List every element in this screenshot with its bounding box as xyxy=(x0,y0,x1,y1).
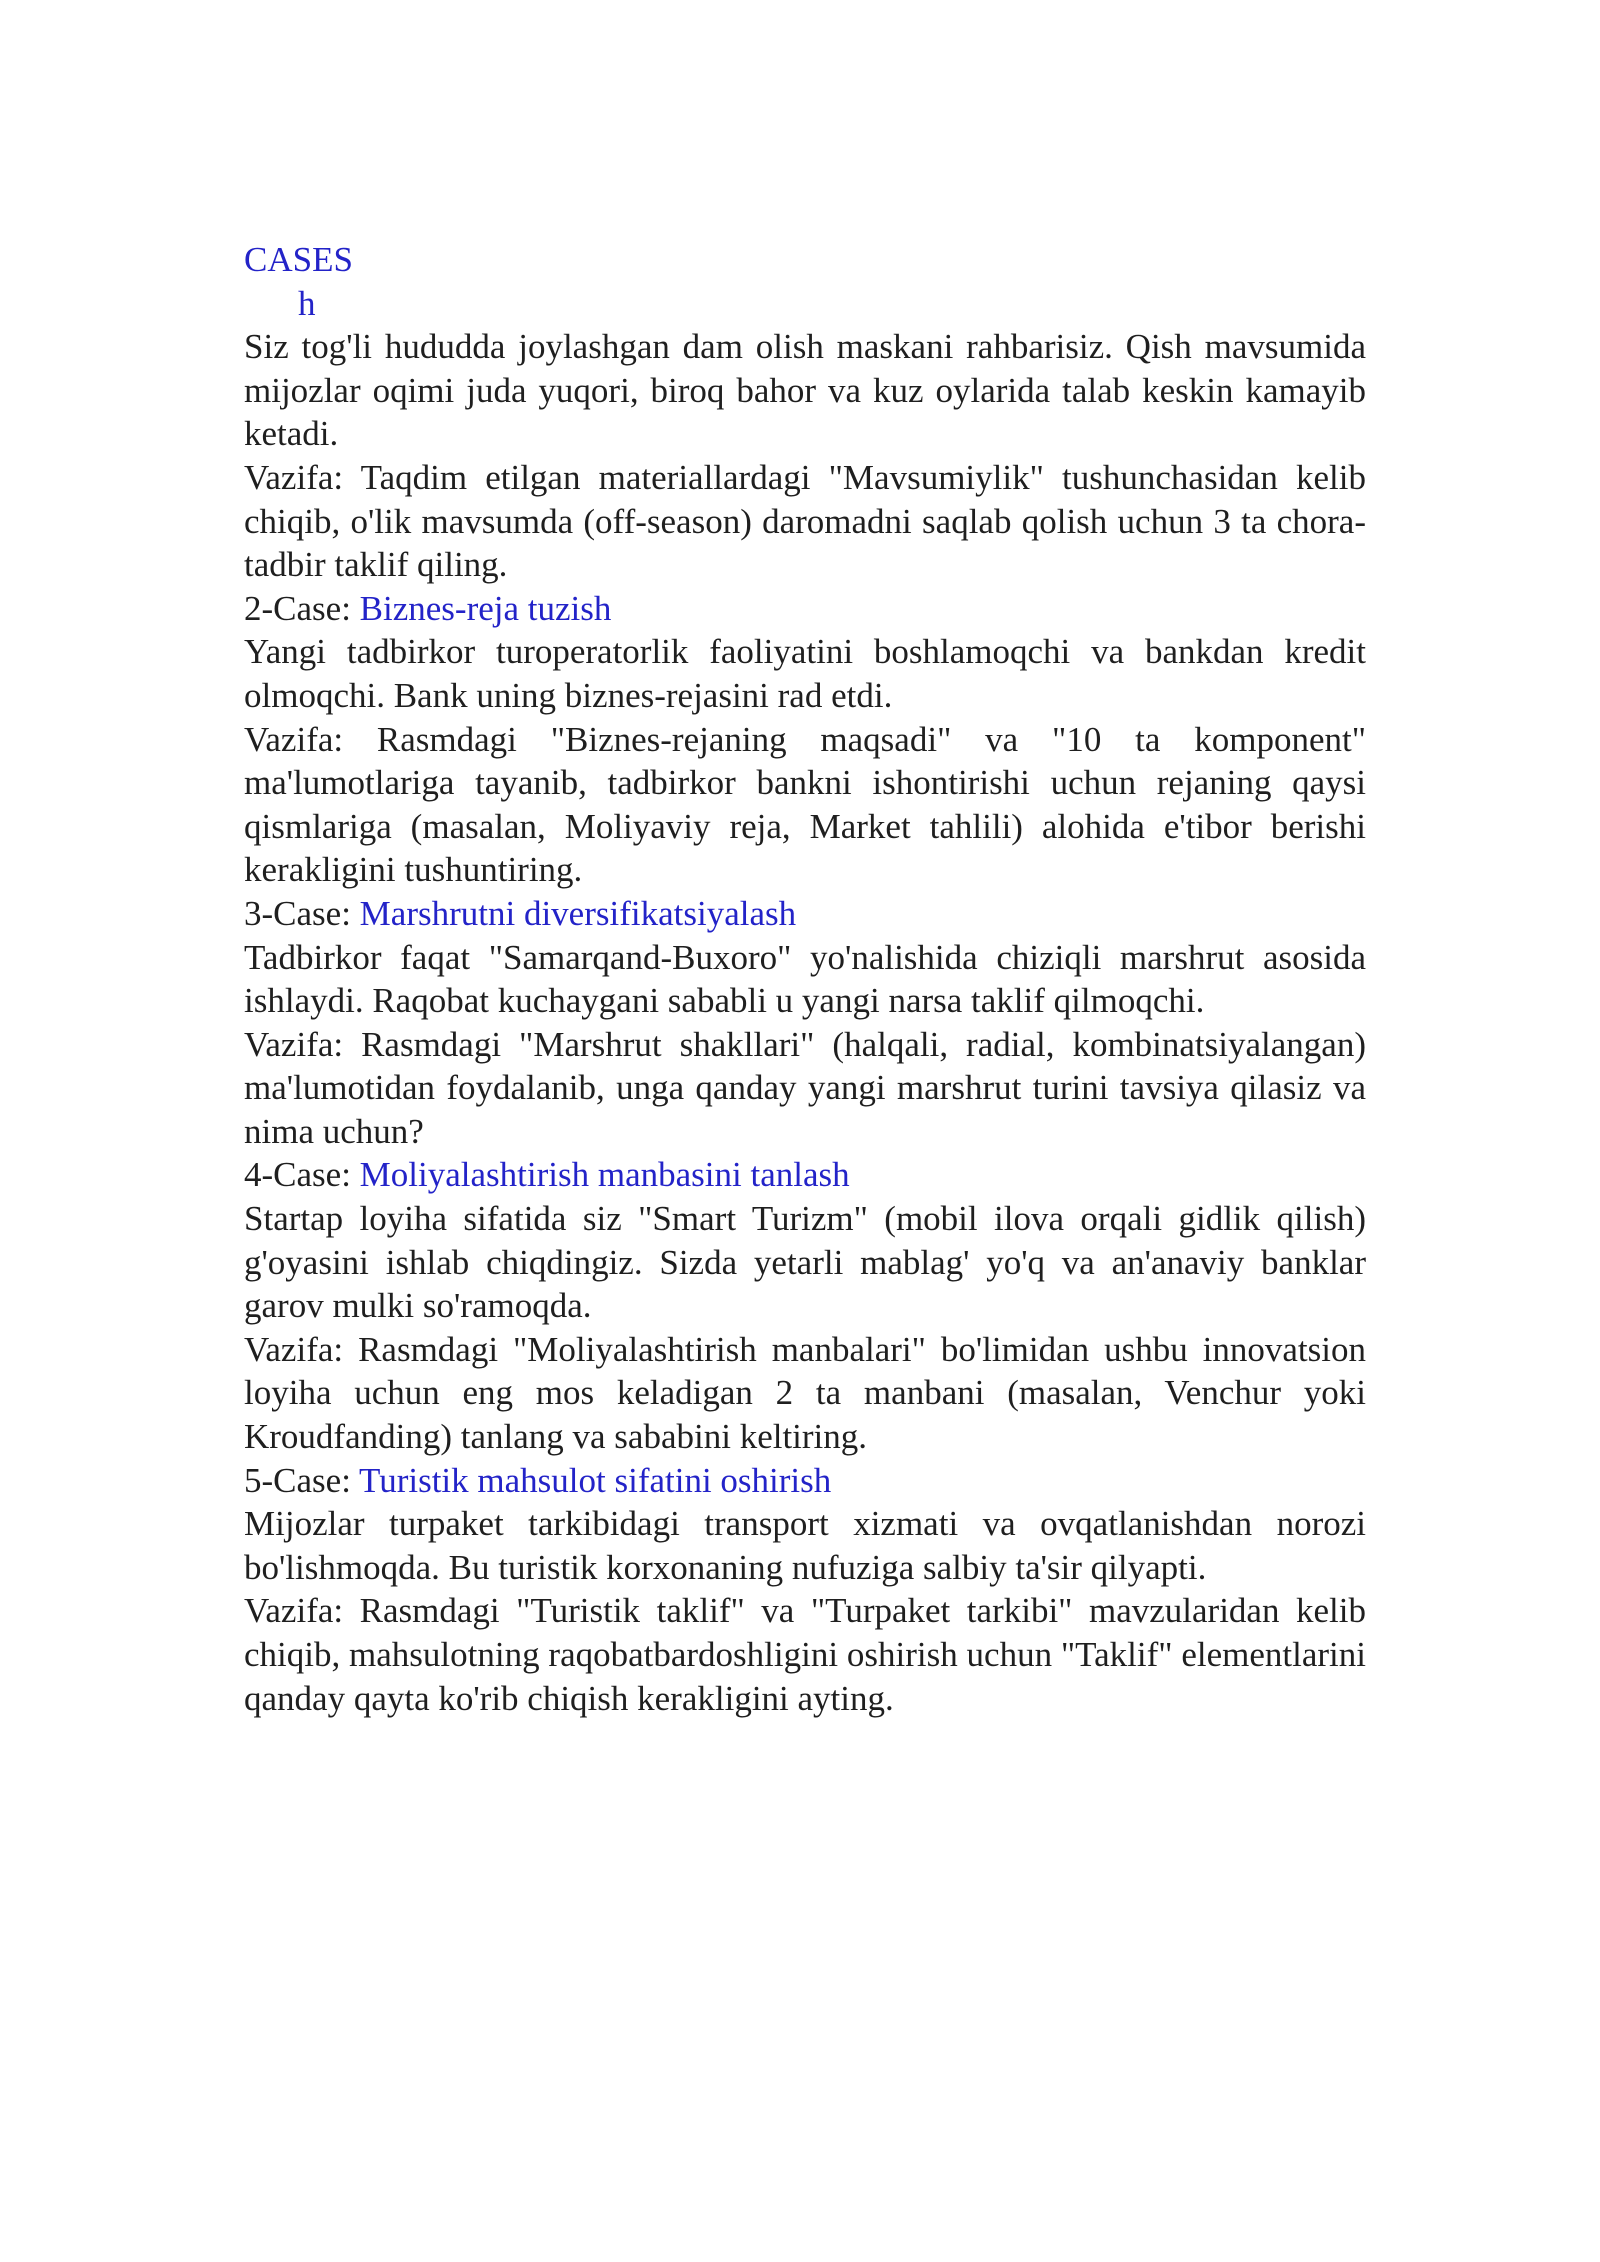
case-label: 5-Case: xyxy=(244,1460,360,1500)
case-situation: Mijozlar turpaket tarkibidagi transport xizmati va ovqatlanishdan norozi bo'lishmoqda. Bu turistik korxonaning nufuziga salbiy ta'sir qilyapti. xyxy=(244,1504,1366,1587)
case-heading xyxy=(244,1153,1366,1197)
intro-task: Vazifa: Taqdim etilgan materiallardagi "Mavsumiylik" tushunchasidan kelib chiqib, o'lik mavsumda (off-season) daromadni saqlab qolish uchun 3 ta chora-tadbir taklif qiling. xyxy=(244,457,1366,585)
case-label: 3-Case: xyxy=(244,893,360,933)
case-3 xyxy=(244,892,1366,1154)
case-heading xyxy=(244,1459,1366,1503)
case-name: Moliyalashtirish manbasini tanlash xyxy=(359,1155,850,1195)
case-name: Marshrutni diversifikatsiyalash xyxy=(359,893,797,933)
case-situation: Tadbirkor faqat "Samarqand-Buxoro" yo'nalishida chiziqli marshrut asosida ishlaydi. Raqobat kuchaygani sababli u yangi narsa taklif qilmoqchi. xyxy=(244,937,1366,1021)
case-name: Turistik mahsulot sifatini oshirish xyxy=(359,1460,832,1500)
case-heading xyxy=(244,892,1366,936)
case-task: Vazifa: Rasmdagi "Biznes-rejaning maqsadi" va "10 ta komponent" ma'lumotlariga tayanib, tadbirkor bankni ishontirishi uchun rejaning qaysi qismlariga (masalan, Moliyaviy reja, Market tahlili) alohida e'tibor berishi kerakligini tushuntiring. xyxy=(244,719,1366,890)
document-title: CASES xyxy=(244,240,353,279)
case-situation: Yangi tadbirkor turoperatorlik faoliyatini boshlamoqchi va bankdan kredit olmoqchi. Bank uning biznes-rejasini rad etdi. xyxy=(244,632,1366,715)
case-task: Vazifa: Rasmdagi "Turistik taklif" va "Turpaket tarkibi" mavzularidan kelib chiqib, mahsulotning raqobatbardoshligini oshirish uchun "Taklif" elementlarini qanday qayta ko'rib chiqish kerakligini ayting. xyxy=(244,1591,1366,1718)
case-label: 4-Case: xyxy=(244,1155,360,1195)
case-label: 2-Case: xyxy=(244,588,360,628)
case-task: Vazifa: Rasmdagi "Moliyalashtirish manbalari" bo'limidan ushbu innovatsion loyiha uchun eng mos keladigan 2 ta manbani (masalan, Venchur yoki Kroudfanding) tanlang va sababini keltiring. xyxy=(244,1329,1366,1457)
document-subtitle: h xyxy=(298,283,316,323)
case-name: Biznes-reja tuzish xyxy=(359,588,612,628)
case-task: Vazifa: Rasmdagi "Marshrut shakllari" (halqali, radial, kombinatsiyalangan) ma'lumotidan foydalanib, unga qanday yangi marshrut turini tavsiya qilasiz va nima uchun? xyxy=(244,1024,1366,1151)
case-situation: Startap loyiha sifatida siz "Smart Turizm" (mobil ilova orqali gidlik qilish) g'oyasini ishlab chiqdingiz. Sizda yetarli mablag' yo'q va an'anaviy banklar garov mulki so'ramoqda. xyxy=(244,1199,1366,1326)
intro-situation: Siz tog'li hududda joylashgan dam olish maskani rahbarisiz. Qish mavsumida mijozlar oqimi juda yuqori, biroq bahor va kuz oylarida talab keskin kamayib ketadi. xyxy=(244,327,1366,454)
case-heading xyxy=(244,587,1366,631)
case-2 xyxy=(244,587,1366,892)
case-4 xyxy=(244,1153,1366,1458)
document-body xyxy=(244,238,1366,1720)
case-5 xyxy=(244,1459,1366,1721)
